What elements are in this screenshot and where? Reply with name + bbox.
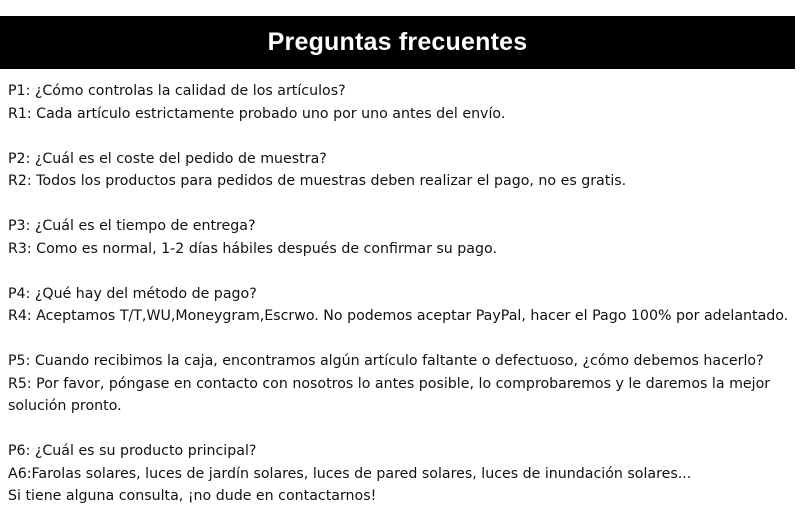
faq-item-5 — [8, 350, 793, 418]
faq-answer: R1: Cada artículo estrictamente probado uno por uno antes del envío. — [8, 105, 506, 122]
faq-answer: R3: Como es normal, 1-2 días hábiles después de confirmar su pago. — [8, 240, 497, 257]
faq-question: P6: ¿Cuál es su producto principal? — [8, 443, 257, 459]
faq-header-bar — [0, 16, 795, 69]
faq-answer: R4: Aceptamos T/T,WU,Moneygram,Escrwo. No podemos aceptar PayPal, hacer el Pago 100% por adelantado. — [8, 308, 789, 324]
faq-closing-note: Si tiene alguna consulta, ¡no dude en contactarnos! — [8, 488, 377, 504]
faq-list — [8, 80, 793, 530]
faq-answer-line-2: solución pronto. — [8, 398, 122, 414]
page-title: Preguntas frecuentes — [267, 28, 528, 56]
faq-item-1 — [8, 80, 793, 125]
faq-question: P4: ¿Qué hay del método de pago? — [8, 285, 257, 302]
faq-item-4 — [8, 283, 793, 328]
faq-item-2 — [8, 148, 793, 193]
faq-question: P2: ¿Cuál es el coste del pedido de muestra? — [8, 150, 327, 167]
faq-question: P5: Cuando recibimos la caja, encontramos algún artículo faltante o defectuoso, ¿cómo debemos hacerlo? — [8, 353, 764, 369]
faq-answer: R2: Todos los productos para pedidos de muestras deben realizar el pago, no es gratis. — [8, 173, 627, 189]
faq-question: P3: ¿Cuál es el tiempo de entrega? — [8, 218, 256, 234]
faq-answer: A6:Farolas solares, luces de jardín solares, luces de pared solares, luces de inundación solares... — [8, 465, 692, 482]
faq-item-3 — [8, 215, 793, 260]
faq-item-6 — [8, 440, 793, 508]
faq-question: P1: ¿Cómo controlas la calidad de los artículos? — [8, 83, 346, 99]
faq-answer-line-1: R5: Por favor, póngase en contacto con nosotros lo antes posible, lo comprobaremos y le daremos la mejor — [8, 375, 771, 392]
